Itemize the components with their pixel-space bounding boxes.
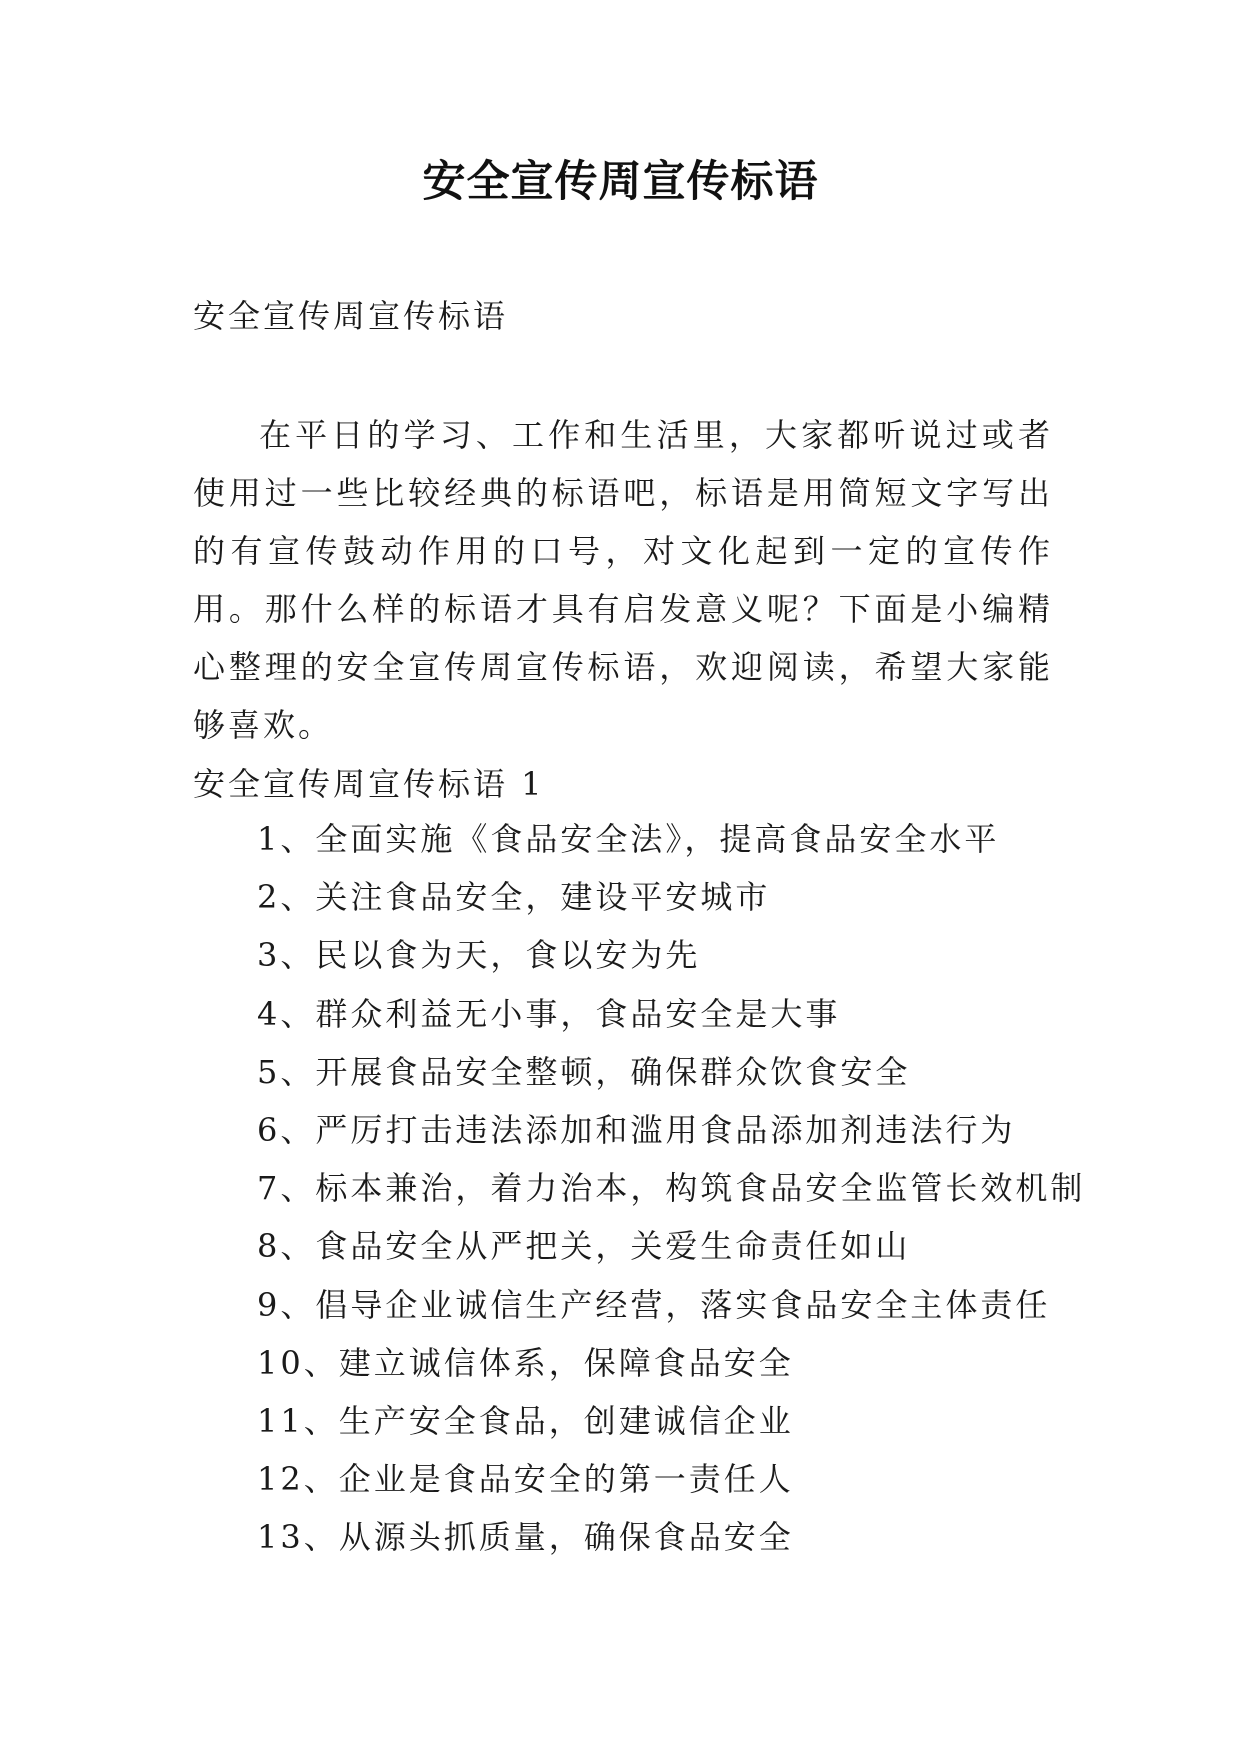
slogan-item: 8、食品安全从严把关，关爱生命责任如山 bbox=[257, 1227, 911, 1266]
slogan-item: 1、全面实施《食品安全法》，提高食品安全水平 bbox=[257, 820, 1000, 858]
slogan-item: 6、严厉打击违法添加和滥用食品添加剂违法行为 bbox=[257, 1110, 1016, 1149]
slogan-item: 12、企业是食品安全的第一责任人 bbox=[257, 1460, 794, 1499]
intro-paragraph: 在平日的学习、工作和生活里，大家都听说过或者使用过一些比较经典的标语吧，标语是用简短文字写出的有宣传鼓动作用的口号，对文化起到一定的宣传作用。那什么样的标语才具有启发意义呢？下面是小编精心整理的安全宣传周宣传标语，欢迎阅读，希望大家能够喜欢。 bbox=[193, 416, 1053, 744]
slogan-item: 9、倡导企业诚信生产经营，落实食品安全主体责任 bbox=[257, 1285, 1051, 1324]
slogan-item: 4、群众利益无小事，食品安全是大事 bbox=[257, 994, 841, 1033]
slogan-item: 13、从源头抓质量，确保食品安全 bbox=[257, 1518, 794, 1557]
slogan-item: 7、标本兼治，着力治本，构筑食品安全监管长效机制 bbox=[257, 1169, 1086, 1208]
slogan-item: 2、关注食品安全，建设平安城市 bbox=[257, 878, 771, 917]
slogan-item: 11、生产安全食品，创建诚信企业 bbox=[257, 1401, 794, 1440]
slogan-list bbox=[257, 815, 1085, 1571]
slogan-item: 10、建立诚信体系，保障食品安全 bbox=[257, 1343, 794, 1382]
section-heading: 安全宣传周宣传标语 1 bbox=[193, 765, 545, 803]
document-title: 安全宣传周宣传标语 bbox=[422, 157, 819, 207]
slogan-item: 3、民以食为天，食以安为先 bbox=[257, 936, 701, 975]
slogan-item: 5、开展食品安全整顿，确保群众饮食安全 bbox=[257, 1052, 911, 1091]
document-subtitle: 安全宣传周宣传标语 bbox=[193, 297, 509, 335]
